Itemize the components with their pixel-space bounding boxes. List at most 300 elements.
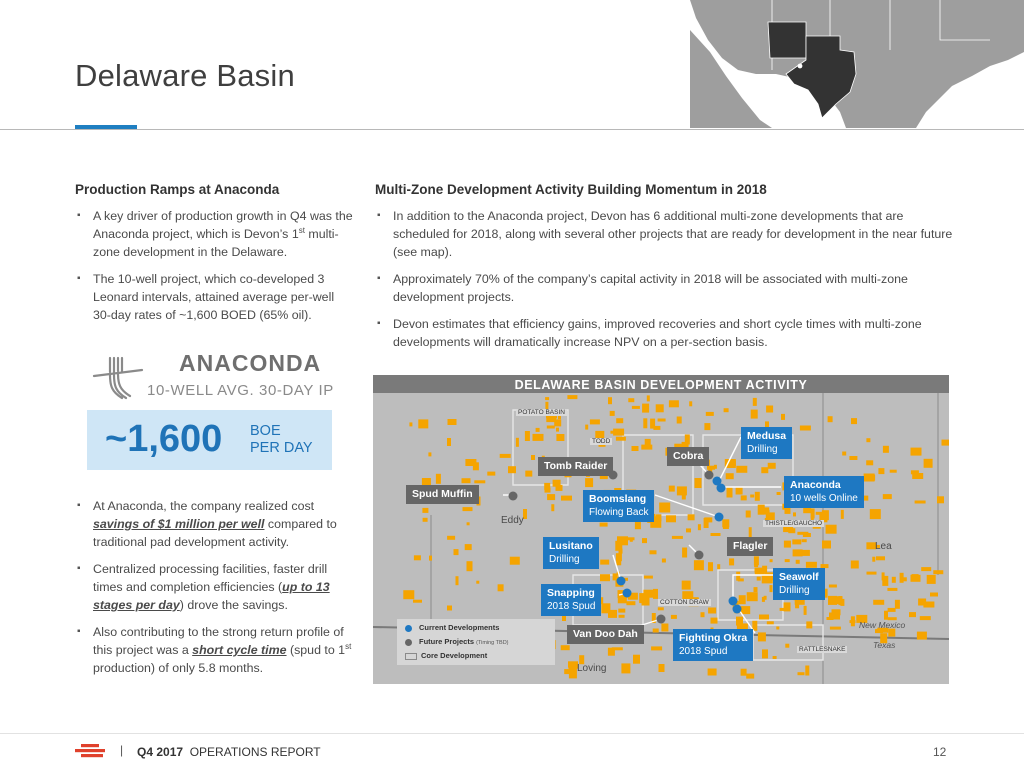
acreage-block [531, 455, 535, 460]
acreage-block [525, 431, 530, 441]
acreage-block [727, 488, 733, 498]
acreage-block [608, 610, 617, 618]
acreage-block [500, 454, 511, 458]
page-number: 12 [933, 745, 947, 759]
acreage-block [762, 574, 773, 583]
blue-dot-icon [405, 625, 412, 632]
acreage-block [883, 446, 889, 453]
boomslang-marker [715, 513, 724, 522]
bullet-icon: ▪ [77, 626, 81, 637]
callout-medusa: Medusa Drilling [741, 427, 792, 459]
acreage-block [567, 395, 577, 399]
acreage-block [784, 602, 791, 611]
acreage-block [422, 508, 428, 513]
acreage-block [921, 567, 931, 571]
acreage-block [754, 587, 758, 592]
acreage-block [785, 644, 789, 648]
acreage-block [912, 473, 923, 479]
acreage-block [851, 561, 859, 569]
acreage-block [829, 585, 837, 588]
acreage-block [758, 505, 765, 515]
region-label: THISTLE/GAUCHO [765, 520, 823, 527]
acreage-block [467, 522, 470, 525]
acreage-block [628, 398, 634, 402]
acreage-block [546, 416, 556, 422]
bullet-icon: ▪ [77, 563, 81, 574]
bullet-icon: ▪ [377, 318, 381, 329]
ip-unit: BOE PER DAY [250, 423, 313, 456]
right-section-heading: Multi-Zone Development Activity Building Momentum in 2018 [375, 182, 767, 197]
acreage-block [867, 572, 877, 575]
left-column-bottom [75, 497, 360, 686]
acreage-block [841, 510, 844, 519]
callout-cobra: Cobra [667, 447, 709, 466]
acreage-block [610, 411, 615, 416]
cobra-marker [705, 471, 714, 480]
acreage-block [672, 536, 683, 539]
acreage-block [750, 495, 754, 498]
acreage-block [849, 456, 857, 460]
callout-tomb-raider: Tomb Raider [538, 457, 613, 476]
acreage-block [708, 608, 716, 614]
acreage-block [799, 550, 810, 556]
acreage-block [770, 559, 773, 562]
acreage-block [465, 544, 472, 550]
acreage-block [805, 666, 809, 676]
acreage-block [651, 646, 662, 650]
footer-separator: | [120, 743, 124, 757]
acreage-block [508, 466, 516, 473]
acreage-block [758, 632, 766, 641]
acreage-block [767, 621, 774, 624]
acreage-block [454, 549, 459, 555]
acreage-block [766, 406, 773, 413]
acreage-block [773, 656, 777, 659]
acreage-block [920, 616, 931, 620]
acreage-block [804, 606, 807, 615]
acreage-block [645, 439, 651, 448]
acreage-block [647, 395, 650, 401]
acreage-block [890, 470, 897, 473]
list-item: ▪ Devon estimates that efficiency gains, improved recoveries and short cycle times with multi-zone developments will dramatically increase NPV on a per-section basis. [377, 317, 922, 349]
acreage-block [642, 538, 647, 543]
anaconda-stat-block [87, 348, 347, 473]
acreage-block [708, 562, 713, 571]
acreage-block [600, 523, 608, 527]
acreage-block [409, 422, 412, 426]
acreage-block [851, 418, 857, 424]
acreage-block [617, 536, 628, 545]
acreage-block [553, 480, 561, 487]
acreage-block [842, 452, 846, 456]
acreage-block [585, 478, 593, 487]
acreage-block [933, 570, 943, 574]
footer-divider [0, 733, 1024, 734]
acreage-block [736, 466, 747, 473]
acreage-block [467, 561, 473, 571]
acreage-block [677, 486, 687, 495]
acreage-block [796, 560, 800, 564]
bullet-icon: ▪ [77, 210, 81, 221]
acreage-block [746, 674, 754, 679]
acreage-block [828, 416, 833, 422]
acreage-block [708, 669, 717, 676]
acreage-block [659, 664, 665, 672]
legend-item-core: Core Development [405, 651, 487, 660]
acreage-block [551, 504, 554, 511]
callout-van-doo-dah: Van Doo Dah [567, 625, 644, 644]
acreage-block [487, 472, 495, 476]
acreage-block [892, 577, 896, 583]
acreage-block [761, 467, 768, 473]
acreage-block [882, 572, 885, 580]
acreage-block [751, 410, 758, 419]
left-section-heading: Production Ramps at Anaconda [75, 182, 280, 197]
acreage-block [476, 581, 479, 584]
acreage-block [739, 595, 746, 604]
acreage-block [621, 663, 630, 673]
region-label: RATTLESNAKE [799, 646, 846, 653]
state-label: Texas [873, 640, 896, 650]
acreage-block [711, 618, 718, 624]
acreage-block [653, 589, 658, 599]
acreage-block [706, 412, 714, 416]
acreage-block [562, 616, 566, 621]
acreage-block [876, 556, 885, 560]
region-label: COTTON DRAW [660, 599, 709, 606]
acreage-block [418, 419, 428, 428]
van-doo-dah-marker [657, 615, 666, 624]
acreage-block [759, 615, 769, 620]
acreage-block [556, 428, 559, 432]
acreage-block [757, 577, 761, 581]
right-bullet-list [375, 207, 955, 351]
acreage-block [616, 559, 621, 565]
acreage-block [736, 487, 743, 495]
county-label: Loving [577, 663, 607, 674]
acreage-block [632, 446, 639, 451]
acreage-block [741, 669, 747, 676]
acreage-block [797, 532, 808, 535]
acreage-block [556, 434, 564, 441]
acreage-block [525, 471, 532, 477]
acreage-block [747, 592, 758, 601]
acreage-block [456, 576, 459, 585]
anaconda-marker [717, 484, 726, 493]
acreage-block [462, 478, 471, 483]
acreage-block [403, 590, 414, 599]
acreage-block [413, 600, 422, 603]
acreage-block [671, 615, 677, 619]
ip-value: ~1,600 [105, 418, 223, 460]
acreage-block [694, 560, 704, 570]
acreage-block [776, 627, 779, 630]
acreage-block [873, 600, 884, 605]
acreage-block [871, 475, 875, 481]
acreage-block [895, 600, 900, 609]
bullet-icon: ▪ [377, 273, 381, 284]
anaconda-name: ANACONDA [179, 350, 322, 376]
acreage-block [658, 419, 666, 422]
list-item: ▪ The 10-well project, which co-developed 3 Leonard intervals, attained average per-well 30-day rates of ~1,600 BOED (65% oil). [77, 272, 335, 322]
acreage-block [800, 426, 811, 431]
acreage-block [722, 519, 729, 527]
acreage-block [429, 556, 432, 561]
acreage-block [927, 575, 936, 584]
acreage-block [726, 473, 734, 479]
ip-value-box [87, 410, 332, 470]
acreage-block [911, 575, 921, 582]
left-column [75, 182, 355, 333]
acreage-block [851, 616, 855, 626]
acreage-block [915, 501, 926, 504]
acreage-block [653, 426, 660, 430]
acreage-block [536, 428, 540, 432]
acreage-block [474, 480, 485, 483]
acreage-block [900, 573, 904, 583]
bullet-icon: ▪ [377, 210, 381, 221]
snapping-marker [623, 589, 632, 598]
acreage-block [762, 597, 765, 602]
acreage-block [781, 414, 785, 420]
acreage-block [762, 649, 768, 658]
acreage-block [473, 462, 479, 470]
callout-snapping: Snapping 2018 Spud [541, 584, 601, 616]
list-item: ▪ In addition to the Anaconda project, Devon has 6 additional multi-zone developments that are scheduled for 2018, along with several other projects that are ready for development in the near future (see map). [377, 209, 953, 259]
acreage-block [806, 562, 817, 568]
acreage-block [689, 401, 692, 406]
acreage-block [766, 510, 770, 515]
acreage-block [866, 438, 870, 442]
acreage-block [802, 539, 807, 542]
acreage-block [884, 611, 888, 620]
acreage-block [784, 541, 791, 548]
county-label: Eddy [501, 515, 524, 526]
acreage-block [741, 495, 747, 500]
acreage-block [753, 398, 757, 406]
acreage-block [792, 539, 801, 544]
acreage-block [585, 425, 588, 430]
acreage-block [561, 496, 572, 501]
callout-flagler: Flagler [727, 537, 773, 556]
region-label: POTATO BASIN [518, 409, 565, 416]
acreage-block [642, 404, 649, 413]
acreage-block [883, 494, 892, 499]
acreage-block [658, 607, 664, 610]
acreage-block [616, 437, 626, 441]
acreage-block [830, 627, 841, 630]
acreage-block [447, 438, 451, 446]
acreage-block [826, 525, 837, 534]
anaconda-subtitle: 10-WELL AVG. 30-DAY IP [147, 382, 334, 399]
acreage-block [711, 533, 721, 536]
acreage-block [564, 669, 574, 674]
outline-box-icon [405, 653, 417, 660]
callout-fighting-okra: Fighting Okra 2018 Spud [673, 629, 753, 661]
acreage-block [707, 466, 715, 470]
acreage-block [414, 555, 421, 560]
left-bullet-list-top [75, 207, 355, 324]
callout-anaconda: Anaconda 10 wells Online [784, 476, 864, 508]
acreage-block [653, 629, 659, 633]
right-column [375, 182, 955, 360]
legend-item-current: Current Developments [405, 623, 499, 632]
acreage-block [547, 494, 555, 500]
acreage-block [780, 608, 784, 611]
acreage-block [600, 574, 610, 581]
acreage-block [887, 588, 897, 591]
acreage-block [516, 438, 519, 447]
acreage-block [829, 613, 840, 620]
acreage-block [729, 558, 734, 565]
acreage-block [685, 435, 690, 445]
acreage-block [866, 460, 873, 465]
acreage-block [669, 486, 675, 492]
bullet-icon: ▪ [77, 500, 81, 511]
acreage-block [613, 429, 624, 436]
acreage-block [632, 406, 640, 409]
acreage-block [872, 557, 875, 562]
acreage-block [547, 426, 555, 429]
list-item: ▪ A key driver of production growth in Q4 was the Anaconda project, which is Devon’s 1st multi-zone development in the Delaware. [77, 209, 353, 259]
left-bullet-list-bottom [75, 497, 360, 677]
callout-boomslang: Boomslang Flowing Back [583, 490, 654, 522]
region-label: TODD [592, 438, 611, 445]
acreage-block [695, 478, 702, 488]
acreage-block [618, 609, 625, 613]
acreage-block [878, 468, 884, 474]
acreage-block [798, 672, 805, 675]
acreage-block [704, 423, 710, 430]
acreage-block [618, 596, 627, 603]
acreage-block [533, 434, 544, 441]
acreage-block [888, 608, 896, 612]
list-item: ▪ At Anaconda, the company realized cost savings of $1 million per well compared to traditional pad development activity. [77, 499, 337, 549]
acreage-block [806, 621, 812, 628]
acreage-block [686, 528, 691, 532]
acreage-block [755, 492, 760, 501]
acreage-block [626, 601, 635, 605]
acreage-block [698, 524, 701, 530]
lusitano-marker [617, 577, 626, 586]
devon-logo-icon [75, 744, 107, 758]
acreage-block [785, 559, 790, 562]
acreage-block [917, 632, 927, 640]
acreage-block [436, 474, 441, 484]
footer-report-title: Q4 2017 OPERATIONS REPORT [137, 745, 321, 759]
acreage-block [662, 559, 666, 563]
acreage-block [704, 518, 709, 528]
us-locator-map [690, 0, 1024, 128]
acreage-block [448, 419, 457, 425]
acreage-block [428, 452, 431, 456]
legend-item-future: Future Projects (Timing TBD) [405, 637, 509, 646]
acreage-block [447, 606, 452, 611]
acreage-block [644, 576, 653, 579]
title-divider [0, 129, 1024, 130]
state-label: New Mexico [859, 620, 906, 630]
gray-dot-icon [405, 639, 412, 646]
acreage-block [833, 596, 842, 604]
acreage-block [666, 515, 676, 522]
basin-development-map [373, 375, 949, 684]
acreage-block [561, 645, 570, 650]
acreage-block [911, 448, 922, 456]
acreage-block [749, 527, 752, 537]
map-legend [397, 619, 555, 665]
acreage-block [600, 560, 609, 565]
acreage-block [423, 518, 428, 522]
title-accent-bar [75, 125, 137, 129]
acreage-block [924, 459, 933, 468]
acreage-block [682, 581, 691, 590]
list-item: ▪ Also contributing to the strong return profile of this project was a short cycle time (spud to 1st production) of only 5.8 months. [77, 625, 352, 675]
acreage-block [669, 400, 679, 407]
acreage-block [688, 514, 695, 520]
acreage-block [918, 599, 926, 606]
acreage-block [639, 593, 648, 603]
acreage-block [655, 514, 661, 521]
fighting-okra-marker [733, 605, 742, 614]
acreage-block [447, 536, 455, 540]
acreage-block [738, 578, 744, 581]
map-title: DELAWARE BASIN DEVELOPMENT ACTIVITY [514, 378, 808, 392]
acreage-block [633, 655, 640, 664]
callout-seawolf: Seawolf Drilling [773, 568, 825, 600]
acreage-block [650, 550, 657, 554]
acreage-block [656, 404, 664, 412]
page-title: Delaware Basin [75, 58, 295, 93]
acreage-block [545, 397, 549, 400]
acreage-block [590, 419, 600, 424]
callout-spud-muffin: Spud Muffin [406, 485, 479, 504]
bullet-icon: ▪ [77, 273, 81, 284]
list-item: ▪ Centralized processing facilities, faster drill times and completion efficiencies (up to 13 stages per day) drove the savings. [77, 562, 330, 612]
acreage-block [717, 564, 720, 569]
acreage-block [661, 624, 668, 632]
acreage-block [643, 418, 647, 428]
acreage-block [942, 440, 950, 446]
acreage-block [754, 560, 758, 567]
acreage-block [619, 615, 625, 618]
acreage-block [870, 509, 881, 519]
callout-lusitano: Lusitano Drilling [543, 537, 599, 569]
spud-muffin-marker [509, 492, 518, 501]
county-label: Lea [875, 541, 892, 552]
acreage-block [682, 548, 687, 558]
acreage-block [746, 511, 751, 518]
acreage-block [701, 612, 705, 617]
acreage-block [768, 463, 776, 469]
acreage-block [510, 557, 520, 565]
acreage-block [803, 507, 811, 513]
list-item: ▪ Approximately 70% of the company’s capital activity in 2018 will be associated with multi-zone development projects. [377, 272, 908, 304]
seawolf-marker [729, 597, 738, 606]
acreage-block [724, 408, 729, 412]
acreage-block [793, 512, 796, 516]
acreage-block [612, 647, 623, 650]
acreage-block [498, 584, 504, 591]
acreage-block [659, 503, 670, 513]
acreage-block [930, 593, 938, 597]
flagler-marker [695, 551, 704, 560]
acreage-block [619, 549, 623, 554]
basin-location-marker [798, 64, 803, 69]
acreage-block [608, 397, 612, 404]
acreage-block [463, 507, 473, 511]
acreage-block [616, 418, 623, 423]
acreage-block [937, 496, 944, 503]
